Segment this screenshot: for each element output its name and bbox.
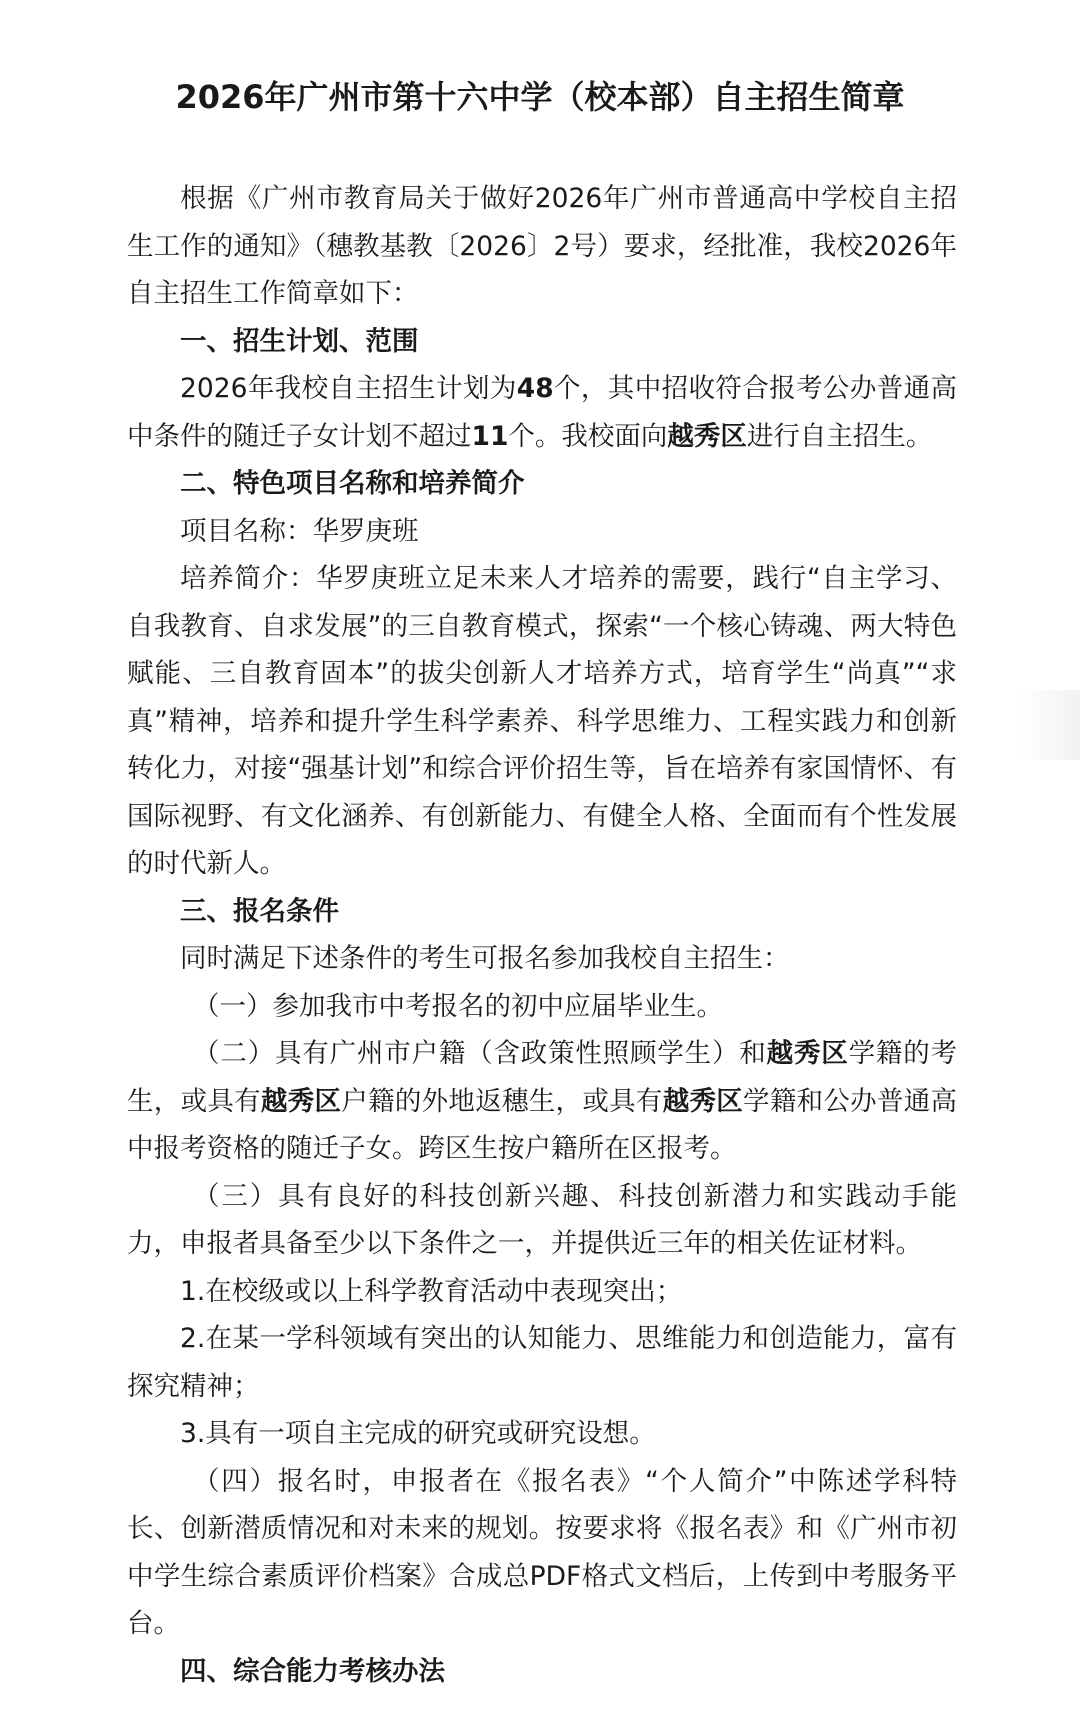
document-title: 2026年广州市第十六中学（校本部）自主招生简章 [175,78,905,116]
district-name: 越秀区 [766,1038,849,1069]
section1-text-a: 2026年我校自主招生计划为 [180,373,517,404]
condition-3-item-2: 2.在某一学科领域有突出的认知能力、思维能力和创造能力，富有探究精神； [127,1323,957,1402]
section1-text-d: 进行自主招生。 [746,420,933,452]
section1-text-c: 个。我校面向 [508,420,668,452]
plan-count: 48 [516,373,554,404]
condition-2-text-e: 学籍和公办普通高中报考资格的随迁子女。跨区生按户籍所在区报考。 [127,1085,958,1164]
condition-3-item-3: 3.具有一项自主完成的研究或研究设想。 [180,1418,656,1449]
section4-heading: 四、综合能力考核办法 [180,1655,445,1687]
condition-4: （四）报名时，申报者在《报名表》“个人简介”中陈述学科特长、创新潜质情况和对未来的规划。按要求将《报名表》和《广州市初中学生综合素质评价档案》合成总PDF格式文档后，上传到中考服务平台。 [127,1465,957,1639]
migrant-count: 11 [471,420,509,452]
document-body [127,175,957,1695]
section3-heading: 三、报名条件 [180,895,339,927]
condition-2-text-b: 学籍的考生，或具有 [127,1038,958,1117]
section2-heading: 二、特色项目名称和培养简介 [180,468,525,499]
section1-text-b: 个，其中招收符合报考公办普通高中条件的随迁子女计划不超过 [127,373,957,452]
condition-3-item-1: 1.在校级或以上科学教育活动中表现突出； [180,1275,683,1307]
condition-3: （三）具有良好的科技创新兴趣、科技创新潜力和实践动手能力，申报者具备至少以下条件之一，并提供近三年的相关佐证材料。 [127,1180,957,1259]
condition-2 [127,1030,957,1173]
conditions-lead: 同时满足下述条件的考生可报名参加我校自主招生： [180,943,790,974]
project-name: 项目名称：华罗庚班 [180,515,419,547]
district-name: 越秀区 [662,1085,744,1117]
condition-2-text-a: （二）具有广州市户籍（含政策性照顾学生）和 [193,1038,767,1069]
intro-paragraph: 根据《广州市教育局关于做好2026年广州市普通高中学校自主招生工作的通知》（穗教基教〔2026〕2号）要求，经批准，我校2026年自主招生工作简章如下： [127,183,957,309]
condition-2-text-c: 户籍的外地返穗生，或具有 [341,1085,663,1117]
section1-heading: 一、招生计划、范围 [180,325,419,357]
scan-shadow [1020,690,1080,760]
training-intro: 培养简介：华罗庚班立足未来人才培养的需要，践行“自主学习、自我教育、自求发展”的三自教育模式，探索“一个核心铸魂、两大特色赋能、三自教育固本”的拔尖创新人才培养方式，培育学生“尚真”“求真”精神，培养和提升学生科学素养、科学思维力、工程实践力和创新转化力，对接“强基计划”和综合评价招生等，旨在培养有家国情怀、有国际视野、有文化涵养、有创新能力、有健全人格、全面而有个性发展的时代新人。 [127,563,957,879]
section1-paragraph [127,365,957,460]
district-name: 越秀区 [260,1085,342,1117]
condition-1: （一）参加我市中考报名的初中应届毕业生。 [193,990,723,1022]
district-name: 越秀区 [667,420,747,452]
